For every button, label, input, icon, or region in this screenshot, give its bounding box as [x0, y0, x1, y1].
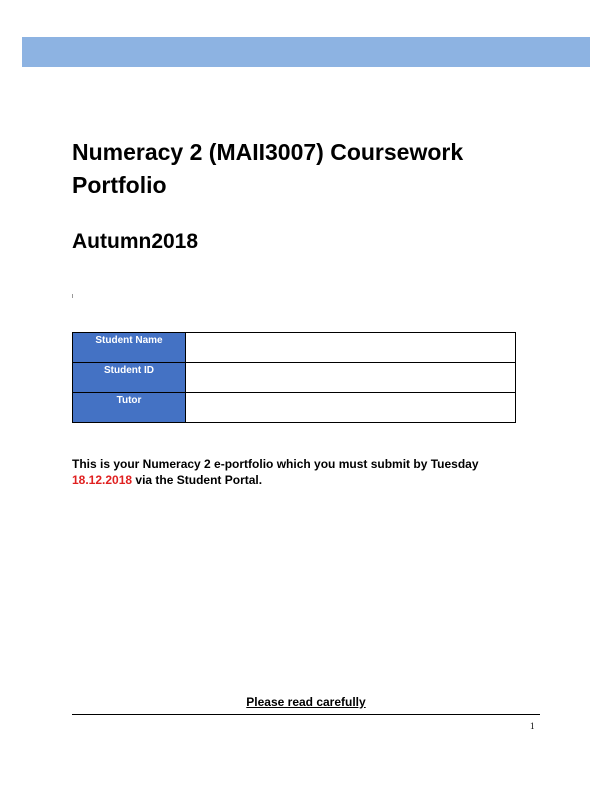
document-term: Autumn2018 [72, 230, 199, 253]
student-id-label: Student ID [73, 363, 186, 393]
page-number: 1 [530, 721, 535, 731]
notice-text-start: This is your Numeracy 2 e-portfolio which you must submit by Tuesday [72, 457, 479, 471]
table-row [73, 333, 516, 363]
student-name-label: Student Name [73, 333, 186, 363]
tutor-field[interactable] [186, 393, 516, 423]
stray-mark [72, 294, 73, 298]
student-info-table [72, 332, 516, 423]
table-row [73, 393, 516, 423]
submission-notice [72, 456, 512, 488]
due-date: 18.12.2018 [72, 473, 133, 487]
tutor-label: Tutor [73, 393, 186, 423]
student-id-field[interactable] [186, 363, 516, 393]
document-title: Numeracy 2 (MAII3007) Coursework Portfolio [72, 139, 464, 198]
notice-text-end: via the Student Portal. [132, 473, 263, 487]
header-band [22, 37, 590, 67]
student-name-field[interactable] [186, 333, 516, 363]
read-carefully-heading: Please read carefully [246, 695, 366, 709]
table-row [73, 363, 516, 393]
footer-rule [72, 714, 540, 715]
